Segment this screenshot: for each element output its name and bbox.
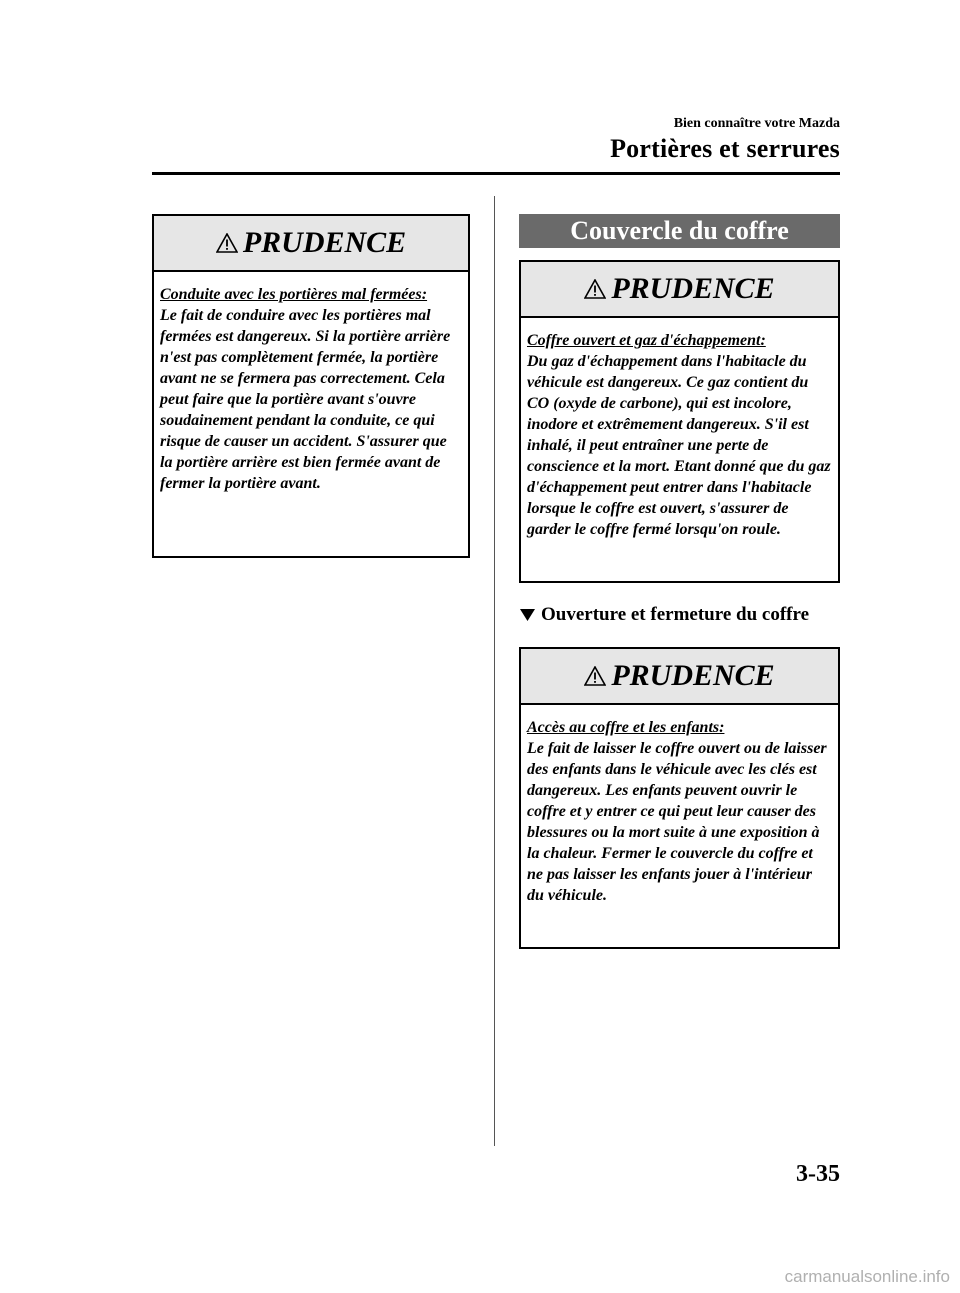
triangle-down-icon <box>520 608 535 622</box>
caution-text: Le fait de laisser le coffre ouvert ou de laisser des enfants dans le véhicule avec les clés est dangereux. Les enfants peuvent ouvrir le coffre et y entrer ce qui peut leur causer des blessures ou la mort suite à une exposition à la chaleur. Fermer le couvercle du coffre et ne pas laisser les enfants jouer à l'intérieur du véhicule. <box>527 740 827 904</box>
caution-subtitle: Accès au coffre et les enfants: <box>527 719 725 736</box>
caution-text: Du gaz d'échappement dans l'habitacle du véhicule est dangereux. Ce gaz contient du CO (oxyde de carbone), qui est incolore, inodore et extrêmement dangereux. S'il est inhalé, il peut entraîner une perte de conscience et la mort. Etant donné que du gaz d'échappement peut entrer dans l'habitacle lorsque le coffre est ouvert, s'assurer de garder le coffre fermé lorsqu'on roule. <box>527 353 831 538</box>
warning-triangle-icon <box>584 279 606 299</box>
section-banner: Couvercle du coffre <box>519 214 840 248</box>
caution-body <box>521 705 838 914</box>
caution-box-children <box>519 647 840 949</box>
subsection-title: Ouverture et fermeture du coffre <box>541 604 810 625</box>
caution-box-doors <box>152 214 470 558</box>
caution-body <box>154 272 468 502</box>
warning-triangle-icon <box>216 233 238 253</box>
caution-header <box>154 216 468 272</box>
caution-subtitle: Conduite avec les portières mal fermées: <box>160 286 428 303</box>
caution-header <box>521 649 838 705</box>
caution-header <box>521 262 838 318</box>
subsection-heading <box>520 604 809 626</box>
caution-subtitle: Coffre ouvert et gaz d'échappement: <box>527 332 766 349</box>
page-header-title: Portières et serrures <box>610 134 840 163</box>
warning-triangle-icon <box>584 666 606 686</box>
caution-heading: PRUDENCE <box>242 226 407 259</box>
caution-box-exhaust <box>519 260 840 583</box>
caution-heading: PRUDENCE <box>611 659 775 692</box>
page-header-subtitle: Bien connaître votre Mazda <box>673 116 840 131</box>
watermark: carmanualsonline.info <box>784 1267 950 1286</box>
column-divider <box>494 196 495 1146</box>
caution-heading: PRUDENCE <box>611 272 775 305</box>
caution-body <box>521 318 838 548</box>
header-rule <box>152 172 840 175</box>
caution-text: Le fait de conduire avec les portières mal fermées est dangereux. Si la portière arrière n'est pas complètement fermée, la portière avant ne se fermera pas correctement. Cela peut faire que la portière avant s'ouvre soudainement pendant la conduite, ce qui risque de causer un accident. S'assurer que la portière arrière est bien fermée avant de fermer la portière avant. <box>160 307 451 492</box>
page-number: 3-35 <box>796 1161 840 1187</box>
